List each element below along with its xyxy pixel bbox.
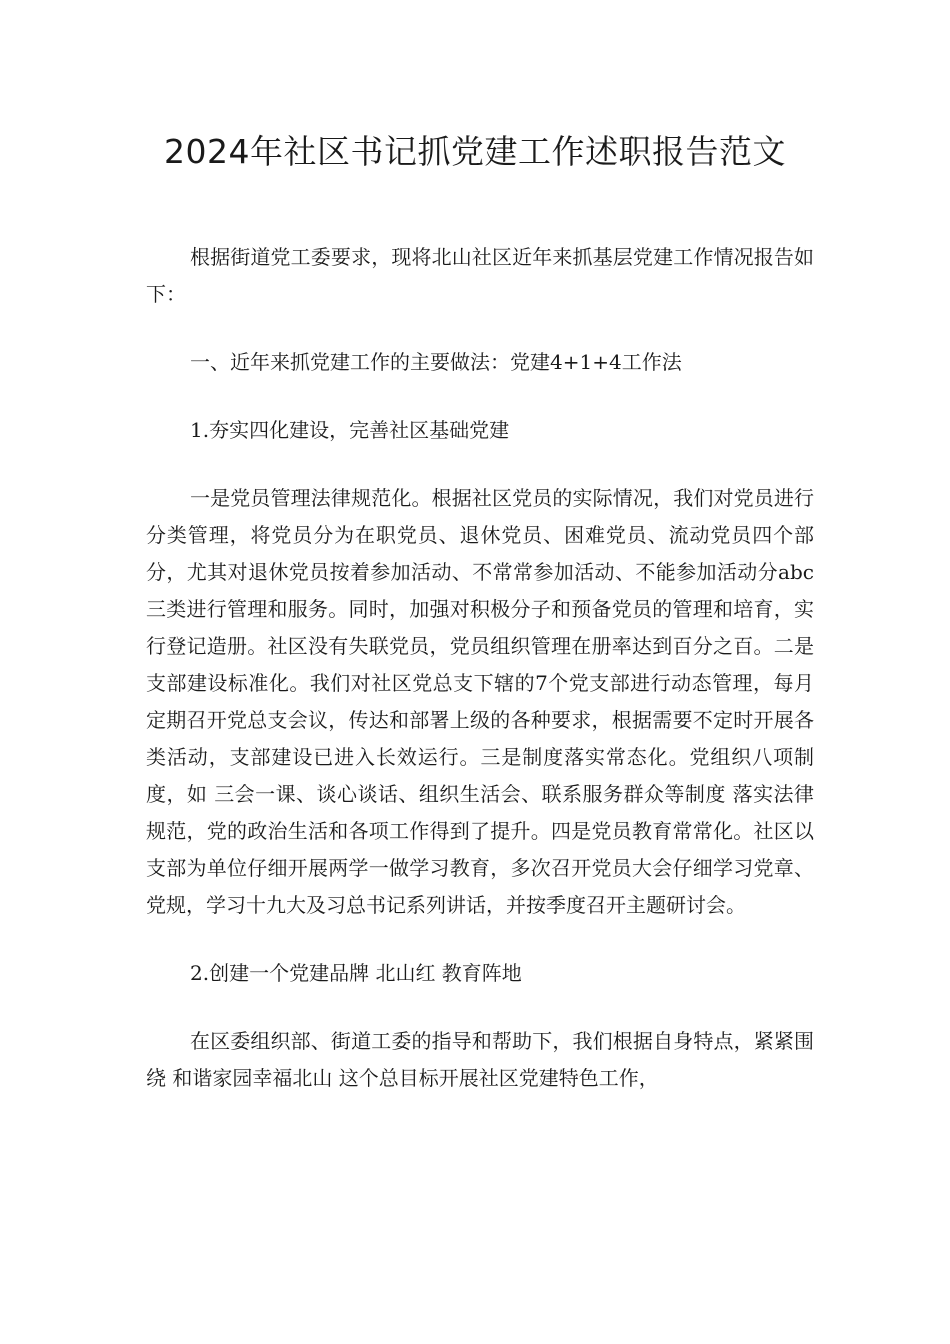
subsection-2-heading: 2.创建一个党建品牌 北山红 教育阵地 [190, 961, 522, 985]
intro-paragraph: 根据街道党工委要求，现将北山社区近年来抓基层党建工作情况报告如下： [146, 245, 814, 306]
subsection-2-body: 在区委组织部、街道工委的指导和帮助下，我们根据自身特点，紧紧围绕 和谐家园幸福北山 这个总目标开展社区党建特色工作， [146, 1029, 814, 1090]
document-title: 2024年社区书记抓党建工作述职报告范文 [164, 132, 786, 171]
document-body [146, 239, 814, 1097]
subsection-1-heading: 1.夯实四化建设，完善社区基础党建 [190, 418, 510, 442]
section-1-heading: 一、近年来抓党建工作的主要做法：党建4+1+4工作法 [190, 350, 682, 374]
subsection-1-body: 一是党员管理法律规范化。根据社区党员的实际情况，我们对党员进行分类管理，将党员分为在职党员、退休党员、困难党员、流动党员四个部分，尤其对退休党员按着参加活动、不常常参加活动、不能参加活动分abc三类进行管理和服务。同时，加强对积极分子和预备党员的管理和培育，实行登记造册。社区没有失联党员，党员组织管理在册率达到百分之百。二是支部建设标准化。我们对社区党总支下辖的7个党支部进行动态管理，每月定期召开党总支会议，传达和部署上级的各种要求，根据需要不定时开展各类活动，支部建设已进入长效运行。三是制度落实常态化。党组织八项制度，如 三会一课、谈心谈话、组织生活会、联系服务群众等制度 落实法律规范，党的政治生活和各项工作得到了提升。四是党员教育常常化。社区以支部为单位仔细开展两学一做学习教育，多次召开党员大会仔细学习党章、党规，学习十九大及习总书记系列讲话，并按季度召开主题研讨会。 [146, 486, 814, 917]
